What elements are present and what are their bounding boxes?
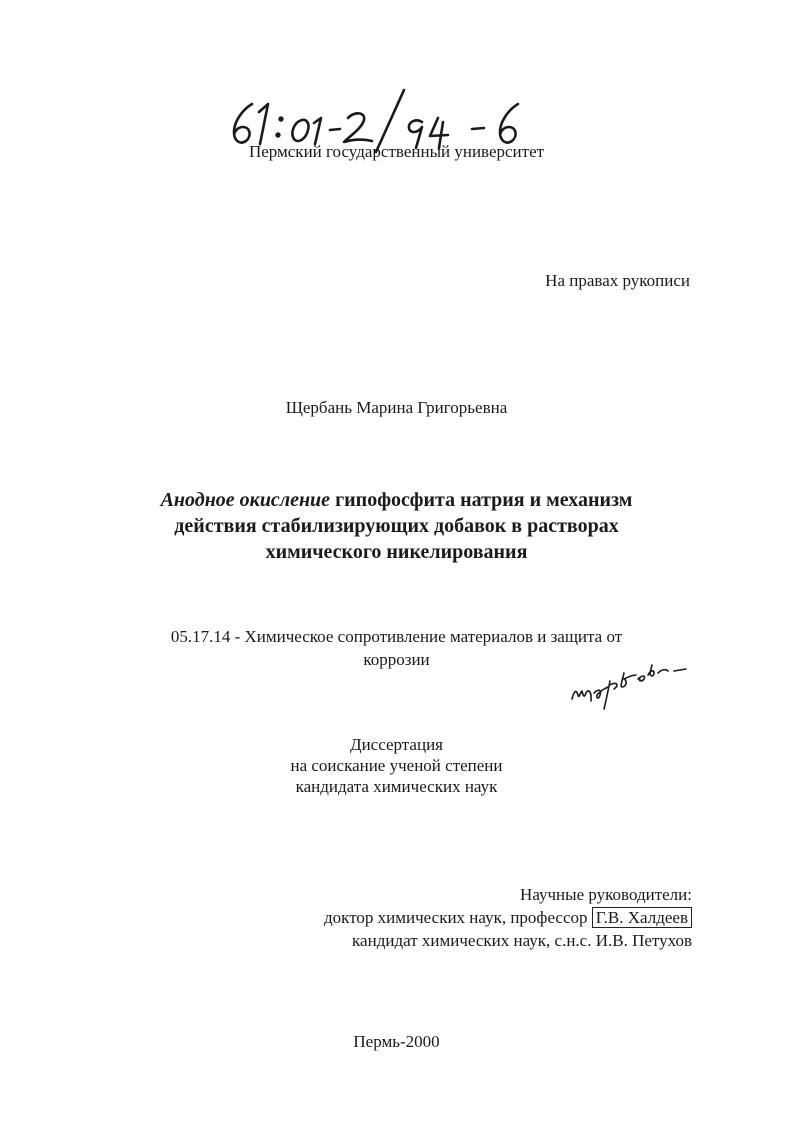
supervisor-first — [324, 906, 692, 929]
dissertation-statement — [0, 734, 793, 797]
dissertation-line-2: на соискание ученой степени — [290, 756, 503, 775]
city-year: Пермь-2000 — [353, 1032, 440, 1051]
university-name: Пермский государственный университет — [248, 142, 545, 161]
title-line-2: действия стабилизирующих добавок в растворах — [174, 515, 619, 537]
supervisor-first-name: Г.В. Халдеев — [592, 907, 692, 928]
title-line-3: химического никелирования — [265, 541, 528, 563]
supervisor-second: кандидат химических наук, с.н.с. И.В. Петухов — [352, 931, 692, 950]
title-line-1 — [120, 487, 673, 513]
supervisors-heading: Научные руководители: — [520, 885, 692, 904]
author-signature — [566, 651, 692, 711]
rights-note: На правах рукописи — [545, 271, 690, 290]
title-italic-part: Анодное окисление — [160, 489, 331, 511]
supervisor-first-role: доктор химических наук, профессор — [324, 908, 592, 927]
specialty-line-1: 05.17.14 - Химическое сопротивление материалов и защита от — [170, 627, 623, 646]
specialty-line-2: коррозии — [363, 650, 430, 669]
dissertation-title — [120, 487, 673, 565]
dissertation-line-3: кандидата химических наук — [295, 777, 498, 796]
author-name: Щербань Марина Григорьевна — [285, 398, 508, 417]
title-line-1-rest: гипофосфита натрия и механизм — [330, 489, 633, 511]
supervisors-block — [324, 883, 692, 952]
dissertation-line-1: Диссертация — [349, 735, 443, 754]
